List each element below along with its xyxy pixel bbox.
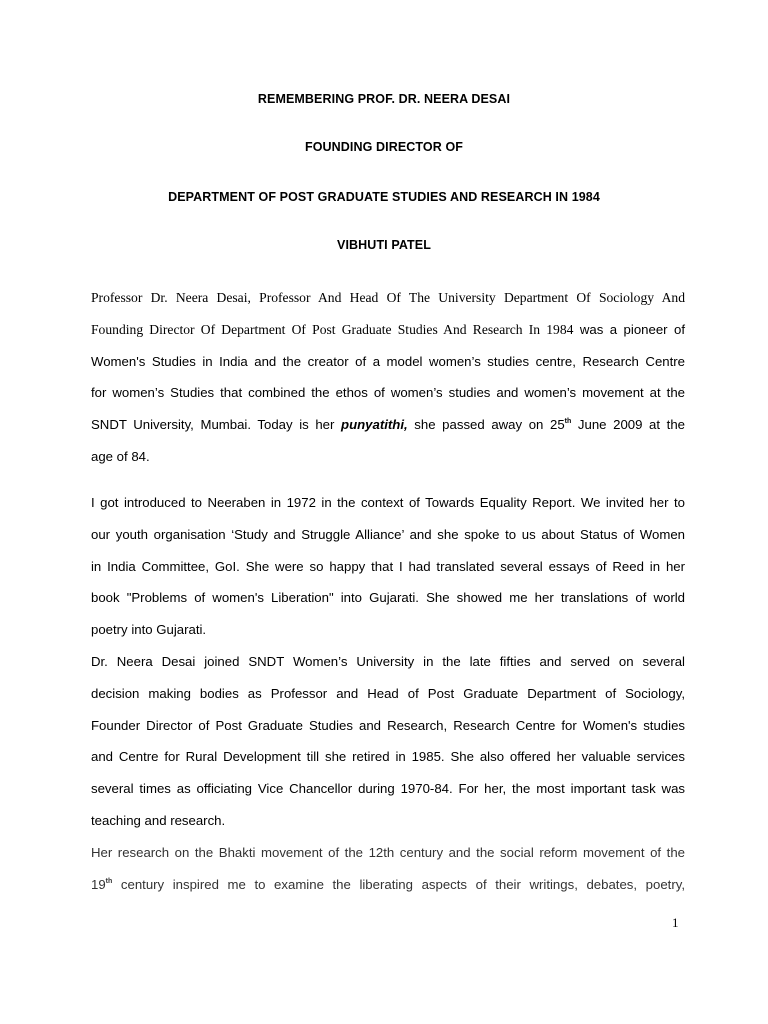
- paragraph-3-line: Founder Director of Post Graduate Studies and Research, Research Centre for Women's studies: [91, 717, 685, 733]
- text-run: June 2009 at the: [571, 417, 685, 433]
- paragraph-3-line: decision making bodies as Professor and Head of Post Graduate Department of Sociology,: [91, 685, 685, 701]
- paragraph-2-line: I got introduced to Neeraben in 1972 in the context of Towards Equality Report. We invited her to: [91, 495, 685, 510]
- paragraph-1-line: age of 84.: [91, 448, 150, 464]
- ordinal-suffix: th: [105, 877, 113, 885]
- paragraph-3-line: Dr. Neera Desai joined SNDT Women’s University in the late fifties and served on several: [91, 654, 685, 669]
- paragraph-1-line: Women's Studies in India and the creator of a model women’s studies centre, Research Centre: [91, 353, 685, 369]
- paragraph-3-line: teaching and research.: [91, 812, 226, 828]
- paragraph-2-line: our youth organisation ‘Study and Struggle Alliance’ and she spoke to us about Status of Women: [91, 526, 685, 542]
- paragraph-1-line: Professor Dr. Neera Desai, Professor And Head Of The University Department Of Sociology And: [91, 290, 685, 305]
- paragraph-1: [91, 282, 685, 473]
- paragraph-2: [91, 487, 685, 646]
- text-run: SNDT University, Mumbai. Today is her: [91, 417, 342, 433]
- paragraph-4-line: [91, 869, 685, 901]
- paragraph-2-line: book "Problems of women's Liberation" into Gujarati. She showed me her translations of world: [91, 590, 685, 606]
- text-run: Founding Director Of Department Of Post Graduate Studies And Research In 1984: [91, 321, 574, 337]
- paragraph-1-line: [91, 409, 685, 441]
- paragraph-3-line: and Centre for Rural Development till she retired in 1985. She also offered her valuable services: [91, 749, 685, 765]
- paragraph-3: [91, 646, 685, 837]
- text-run: century inspired me to examine the liberating aspects of their writings, debates, poetry,: [112, 876, 685, 892]
- article-subtitle-line-2: DEPARTMENT OF POST GRADUATE STUDIES AND RESEARCH IN 1984: [168, 190, 600, 204]
- paragraph-2-line: in India Committee, GoI. She were so happy that I had translated several essays of Reed in her: [91, 558, 685, 574]
- text-run: 19: [91, 876, 106, 892]
- paragraph-1-line: for women’s Studies that combined the ethos of women’s studies and women’s movement at the: [91, 385, 685, 401]
- paragraph-2-line: poetry into Gujarati.: [91, 622, 207, 638]
- paragraph-4-line: Her research on the Bhakti movement of the 12th century and the social reform movement of the: [91, 845, 685, 860]
- paragraph-4: [91, 837, 685, 901]
- emphasis-term: punyatithi,: [341, 417, 408, 433]
- paragraph-1-line: [91, 314, 685, 346]
- text-run: was a pioneer of: [573, 321, 685, 337]
- article-subtitle-line-1: FOUNDING DIRECTOR OF: [304, 140, 464, 154]
- author-name: VIBHUTI PATEL: [337, 238, 431, 252]
- paragraph-3-line: several times as officiating Vice Chancellor during 1970-84. For her, the most important task was: [91, 781, 685, 797]
- text-run: she passed away on 25: [407, 417, 565, 433]
- ordinal-suffix: th: [564, 418, 572, 426]
- page-number: 1: [672, 915, 679, 930]
- article-title: REMEMBERING PROF. DR. NEERA DESAI: [257, 92, 511, 106]
